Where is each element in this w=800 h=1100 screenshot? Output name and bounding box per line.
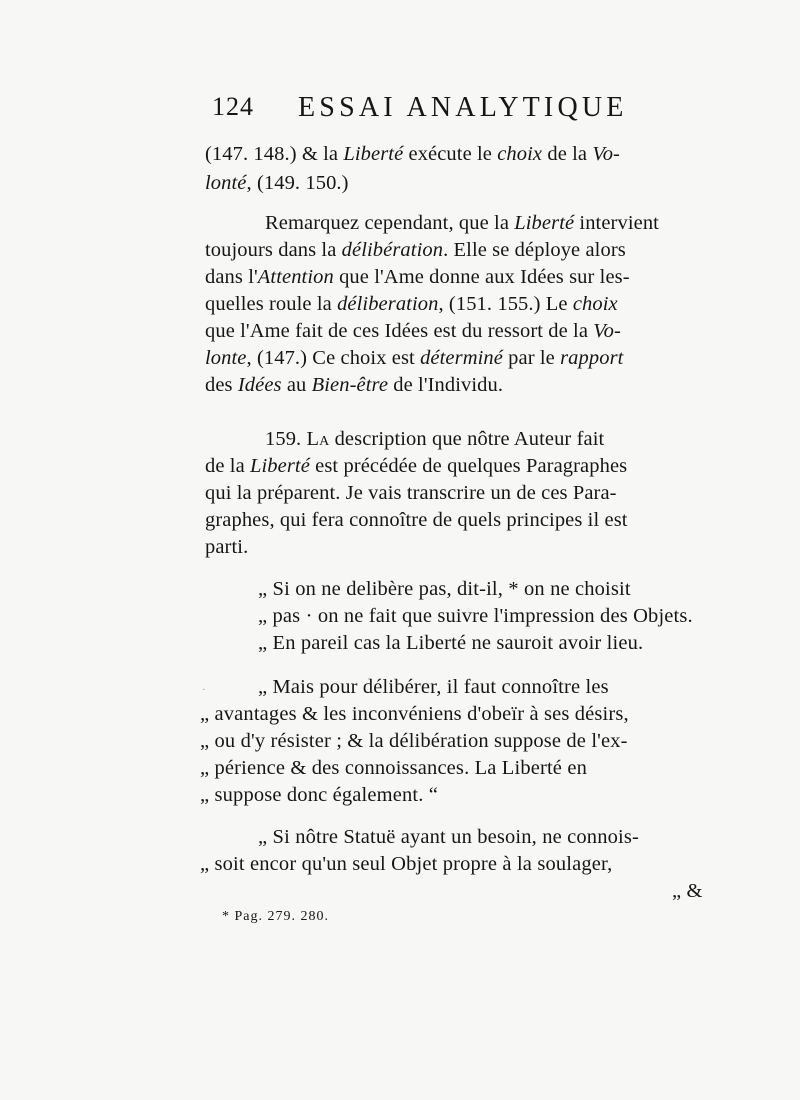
- text-run: que l'Ame fait de ces Idées est du ressort de la: [205, 320, 594, 342]
- text-run: , (149. 150.): [246, 172, 349, 194]
- text-run: quelles roule la: [205, 293, 338, 315]
- quote-line: „ avantages & les inconvéniens d'obeïr à ses désirs,: [200, 703, 629, 725]
- italic-run: délibération: [341, 239, 444, 261]
- italic-run: déterminé: [420, 347, 503, 369]
- text-line: [205, 347, 623, 370]
- quote-line: „ &: [672, 880, 703, 902]
- text-run: de la: [205, 455, 250, 477]
- running-title: ESSAI ANALYTIQUE: [298, 92, 628, 123]
- text-run: exécute le: [403, 143, 498, 165]
- small-caps-run: La: [306, 428, 330, 450]
- text-run: au: [281, 374, 312, 396]
- text-run: de l'Individu.: [388, 374, 504, 396]
- text-run: intervient: [574, 212, 659, 234]
- text-run: dans l': [205, 266, 258, 288]
- italic-run: Liberté: [343, 143, 404, 165]
- paragraph-number: 159.: [265, 428, 307, 450]
- italic-run: Attention: [257, 266, 334, 288]
- quote-line: „ suppose donc également. “: [200, 784, 439, 806]
- italic-run: Liberté: [250, 455, 310, 477]
- italic-run: Vo-: [592, 143, 620, 165]
- text-line: [205, 143, 620, 166]
- text-run: (147. 148.) & la: [205, 143, 344, 165]
- footnote: * Pag. 279. 280.: [222, 909, 329, 924]
- quote-line: „ Si nôtre Statuë ayant un besoin, ne connois-: [258, 826, 639, 848]
- text-line: [205, 320, 621, 343]
- quote-line: „ soit encor qu'un seul Objet propre à la soulager,: [200, 853, 613, 875]
- ink-blemish: ·: [202, 684, 206, 696]
- italic-run: rapport: [560, 347, 624, 369]
- text-run: toujours dans la: [205, 239, 342, 261]
- text-line: graphes, qui fera connoître de quels principes il est: [205, 509, 628, 531]
- text-line: [265, 428, 604, 451]
- text-line: [205, 266, 630, 289]
- text-run: est précédée de quelques Paragraphes: [309, 455, 628, 477]
- text-run: , (151. 155.) Le: [438, 293, 573, 315]
- italic-run: Liberté: [514, 212, 575, 234]
- italic-run: choix: [572, 293, 618, 315]
- text-run: que l'Ame donne aux Idées sur les-: [333, 266, 630, 288]
- text-run: Remarquez cependant, que la: [265, 212, 515, 234]
- text-line: [265, 212, 659, 235]
- quote-line: „ Mais pour délibérer, il faut connoître les: [258, 676, 609, 698]
- quote-line: „ périence & des connoissances. La Liberté en: [200, 757, 587, 779]
- italic-run: Idées: [237, 374, 282, 396]
- italic-run: lonté: [205, 172, 247, 194]
- italic-run: déliberation: [337, 293, 439, 315]
- text-line: [205, 374, 503, 397]
- page-header: [212, 92, 724, 132]
- text-line: [205, 172, 349, 195]
- text-line: [205, 293, 618, 316]
- italic-run: choix: [497, 143, 543, 165]
- italic-run: lonte: [205, 347, 247, 369]
- quote-line: „ pas · on ne fait que suivre l'impression des Objets.: [258, 605, 693, 627]
- italic-run: Vo-: [593, 320, 621, 342]
- text-line: [205, 455, 627, 478]
- quote-line: „ Si on ne delibère pas, dit-il, * on ne choisit: [258, 578, 631, 600]
- text-run: description que nôtre Auteur fait: [329, 428, 605, 450]
- page-number: 124: [212, 92, 254, 121]
- text-line: parti.: [205, 536, 249, 558]
- italic-run: Bien-être: [311, 374, 389, 396]
- text-run: de la: [542, 143, 593, 165]
- text-run: . Elle se déploye alors: [443, 239, 626, 261]
- quote-line: „ ou d'y résister ; & la délibération suppose de l'ex-: [200, 730, 628, 752]
- text-line: qui la préparent. Je vais transcrire un de ces Para-: [205, 482, 617, 504]
- text-run: des: [205, 374, 238, 396]
- text-run: par le: [502, 347, 561, 369]
- quote-line: „ En pareil cas la Liberté ne sauroit avoir lieu.: [258, 632, 644, 654]
- text-run: , (147.) Ce choix est: [246, 347, 421, 369]
- text-line: [205, 239, 626, 262]
